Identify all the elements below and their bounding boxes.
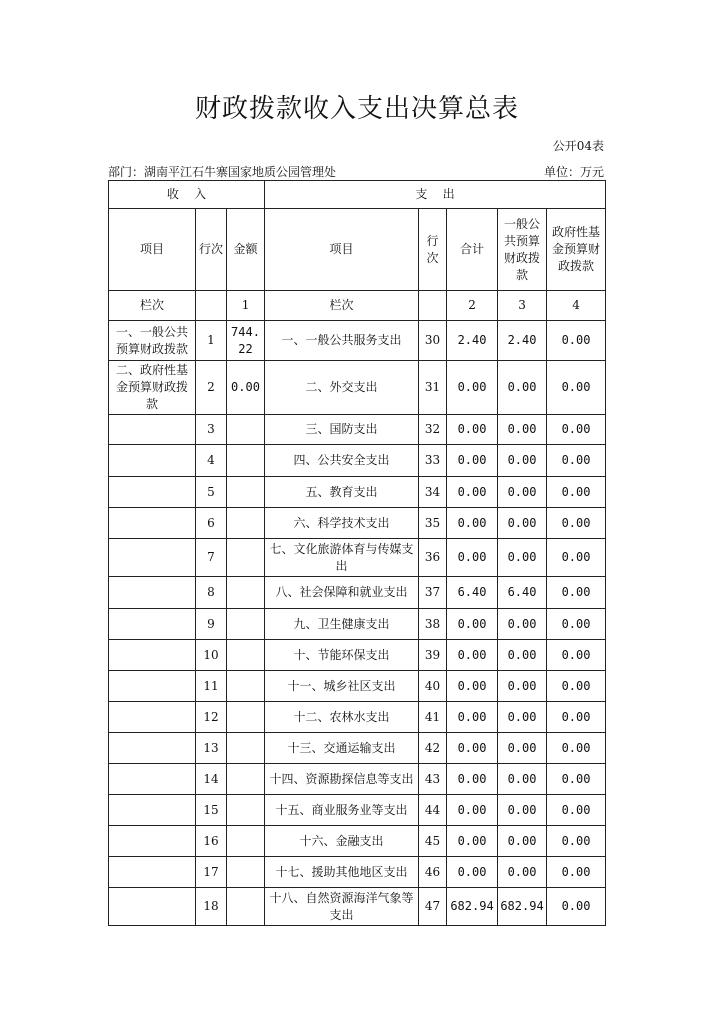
table-row	[109, 795, 606, 826]
general-budget-cell: 0.00	[498, 702, 547, 733]
general-budget-cell: 0.00	[498, 795, 547, 826]
income-line-cell: 1	[196, 321, 227, 361]
gov-fund-cell: 0.00	[547, 857, 606, 888]
income-line-cell: 11	[196, 671, 227, 702]
expense-item-cell: 九、卫生健康支出	[265, 609, 419, 640]
income-line-cell: 6	[196, 508, 227, 539]
total-cell: 0.00	[447, 671, 498, 702]
income-amount-cell	[227, 888, 265, 926]
income-item-cell	[109, 764, 196, 795]
expense-line-cell: 47	[419, 888, 447, 926]
general-budget-cell: 0.00	[498, 415, 547, 445]
general-budget-cell: 0.00	[498, 826, 547, 857]
income-line-cell: 5	[196, 477, 227, 508]
budget-table	[108, 180, 606, 926]
general-budget-cell: 0.00	[498, 640, 547, 671]
income-line-cell: 12	[196, 702, 227, 733]
expense-item-cell: 八、社会保障和就业支出	[265, 577, 419, 609]
income-line-cell: 18	[196, 888, 227, 926]
expense-line-cell: 30	[419, 321, 447, 361]
total-cell: 0.00	[447, 826, 498, 857]
income-item-cell	[109, 539, 196, 577]
income-amount-cell: 744.22	[227, 321, 265, 361]
income-item-cell	[109, 477, 196, 508]
income-amount-cell	[227, 477, 265, 508]
expense-line-cell: 42	[419, 733, 447, 764]
income-line-cell: 16	[196, 826, 227, 857]
income-item-cell	[109, 445, 196, 477]
income-item-cell	[109, 415, 196, 445]
expense-item-cell: 二、外交支出	[265, 361, 419, 415]
income-item-cell	[109, 640, 196, 671]
table-row	[109, 539, 606, 577]
income-amount-header: 金额	[227, 209, 265, 291]
gov-fund-cell: 0.00	[547, 671, 606, 702]
expense-line-cell: 38	[419, 609, 447, 640]
expense-item-cell: 三、国防支出	[265, 415, 419, 445]
total-cell: 6.40	[447, 577, 498, 609]
total-cell: 0.00	[447, 764, 498, 795]
income-item-cell	[109, 609, 196, 640]
general-budget-cell: 0.00	[498, 361, 547, 415]
header-row-group	[109, 181, 606, 209]
table-row	[109, 888, 606, 926]
total-cell: 0.00	[447, 640, 498, 671]
gov-fund-cell: 0.00	[547, 577, 606, 609]
income-amount-cell	[227, 640, 265, 671]
expense-line-cell: 44	[419, 795, 447, 826]
total-cell: 0.00	[447, 508, 498, 539]
total-cell: 0.00	[447, 609, 498, 640]
department-label: 部门：湖南平江石牛寨国家地质公园管理处	[108, 165, 337, 179]
expense-line-cell: 31	[419, 361, 447, 415]
income-line-cell: 13	[196, 733, 227, 764]
expense-line-cell: 34	[419, 477, 447, 508]
income-item-cell: 二、政府性基金预算财政拨款	[109, 361, 196, 415]
expense-line-cell: 36	[419, 539, 447, 577]
income-amount-cell	[227, 671, 265, 702]
expense-line-cell: 43	[419, 764, 447, 795]
unit-label: 单位：万元	[543, 165, 604, 179]
general-budget-cell: 0.00	[498, 508, 547, 539]
expense-item-cell: 六、科学技术支出	[265, 508, 419, 539]
income-item-cell: 一、一般公共预算财政拨款	[109, 321, 196, 361]
income-line-cell: 7	[196, 539, 227, 577]
income-amount-cell	[227, 539, 265, 577]
total-cell: 0.00	[447, 477, 498, 508]
expense-line-cell: 41	[419, 702, 447, 733]
table-row	[109, 826, 606, 857]
table-row	[109, 609, 606, 640]
general-budget-header: 一般公共预算财政拨款	[498, 209, 547, 291]
table-row	[109, 733, 606, 764]
general-budget-cell: 0.00	[498, 477, 547, 508]
gov-fund-cell: 0.00	[547, 826, 606, 857]
general-budget-cell: 682.94	[498, 888, 547, 926]
expense-line-cell: 33	[419, 445, 447, 477]
income-amount-cell	[227, 702, 265, 733]
general-budget-cell: 0.00	[498, 671, 547, 702]
gov-fund-cell: 0.00	[547, 702, 606, 733]
expense-item-cell: 十八、自然资源海洋气象等支出	[265, 888, 419, 926]
general-budget-cell: 0.00	[498, 609, 547, 640]
expense-line-cell: 45	[419, 826, 447, 857]
expense-item-cell: 七、文化旅游体育与传媒支出	[265, 539, 419, 577]
expense-line-cell: 32	[419, 415, 447, 445]
general-budget-cell: 0.00	[498, 733, 547, 764]
table-row	[109, 321, 606, 361]
table-row	[109, 477, 606, 508]
expense-item-cell: 一、一般公共服务支出	[265, 321, 419, 361]
gov-fund-cell: 0.00	[547, 415, 606, 445]
expense-header: 支 出	[265, 181, 606, 209]
expense-line-cell: 35	[419, 508, 447, 539]
expense-item-cell: 十五、商业服务业等支出	[265, 795, 419, 826]
total-cell: 0.00	[447, 733, 498, 764]
general-budget-cell: 0.00	[498, 857, 547, 888]
income-item-cell	[109, 508, 196, 539]
income-amount-cell: 0.00	[227, 361, 265, 415]
income-item-cell	[109, 795, 196, 826]
general-budget-cell: 0.00	[498, 764, 547, 795]
table-row	[109, 445, 606, 477]
income-amount-cell	[227, 857, 265, 888]
gov-fund-cell: 0.00	[547, 477, 606, 508]
income-item-cell	[109, 577, 196, 609]
gov-fund-cell: 0.00	[547, 733, 606, 764]
table-row	[109, 671, 606, 702]
expense-item-cell: 十二、农林水支出	[265, 702, 419, 733]
col-1: 1	[227, 291, 265, 321]
general-budget-cell: 6.40	[498, 577, 547, 609]
gov-fund-cell: 0.00	[547, 321, 606, 361]
income-amount-cell	[227, 415, 265, 445]
expense-item-cell: 十、节能环保支出	[265, 640, 419, 671]
total-cell: 682.94	[447, 888, 498, 926]
col-exp-line-empty	[419, 291, 447, 321]
table-row	[109, 577, 606, 609]
expense-line-cell: 37	[419, 577, 447, 609]
income-amount-cell	[227, 795, 265, 826]
income-line-cell: 17	[196, 857, 227, 888]
header-row-columns	[109, 209, 606, 291]
income-amount-cell	[227, 826, 265, 857]
table-row	[109, 702, 606, 733]
col-3: 3	[498, 291, 547, 321]
form-number: 公开04表	[552, 139, 604, 153]
income-line-cell: 15	[196, 795, 227, 826]
gov-fund-cell: 0.00	[547, 508, 606, 539]
table-row	[109, 640, 606, 671]
total-cell: 2.40	[447, 321, 498, 361]
income-amount-cell	[227, 733, 265, 764]
total-cell: 0.00	[447, 795, 498, 826]
col-label: 栏次	[109, 291, 196, 321]
income-amount-cell	[227, 764, 265, 795]
total-cell: 0.00	[447, 539, 498, 577]
total-cell: 0.00	[447, 702, 498, 733]
expense-line-header: 行次	[419, 209, 447, 291]
income-header: 收 入	[109, 181, 265, 209]
general-budget-cell: 2.40	[498, 321, 547, 361]
col-exp-label: 栏次	[265, 291, 419, 321]
income-line-cell: 14	[196, 764, 227, 795]
table-row	[109, 415, 606, 445]
total-cell: 0.00	[447, 445, 498, 477]
expense-line-cell: 40	[419, 671, 447, 702]
gov-fund-cell: 0.00	[547, 795, 606, 826]
income-line-cell: 3	[196, 415, 227, 445]
expense-item-header: 项目	[265, 209, 419, 291]
income-line-header: 行次	[196, 209, 227, 291]
income-item-cell	[109, 702, 196, 733]
income-amount-cell	[227, 445, 265, 477]
expense-item-cell: 十四、资源勘探信息等支出	[265, 764, 419, 795]
income-amount-cell	[227, 609, 265, 640]
table-row	[109, 764, 606, 795]
expense-item-cell: 五、教育支出	[265, 477, 419, 508]
gov-fund-cell: 0.00	[547, 640, 606, 671]
income-line-cell: 2	[196, 361, 227, 415]
total-cell: 0.00	[447, 415, 498, 445]
income-item-cell	[109, 826, 196, 857]
income-item-cell	[109, 733, 196, 764]
income-item-cell	[109, 857, 196, 888]
column-number-row	[109, 291, 606, 321]
gov-fund-header: 政府性基金预算财政拨款	[547, 209, 606, 291]
general-budget-cell: 0.00	[498, 539, 547, 577]
expense-line-cell: 46	[419, 857, 447, 888]
table-row	[109, 857, 606, 888]
gov-fund-cell: 0.00	[547, 888, 606, 926]
gov-fund-cell: 0.00	[547, 445, 606, 477]
col-4: 4	[547, 291, 606, 321]
income-item-cell	[109, 888, 196, 926]
expense-item-cell: 四、公共安全支出	[265, 445, 419, 477]
income-line-cell: 10	[196, 640, 227, 671]
gov-fund-cell: 0.00	[547, 539, 606, 577]
income-line-cell: 9	[196, 609, 227, 640]
income-line-cell: 8	[196, 577, 227, 609]
gov-fund-cell: 0.00	[547, 361, 606, 415]
expense-item-cell: 十七、援助其他地区支出	[265, 857, 419, 888]
income-amount-cell	[227, 577, 265, 609]
income-item-header: 项目	[109, 209, 196, 291]
gov-fund-cell: 0.00	[547, 609, 606, 640]
expense-item-cell: 十六、金融支出	[265, 826, 419, 857]
table-row	[109, 361, 606, 415]
total-header: 合计	[447, 209, 498, 291]
income-amount-cell	[227, 508, 265, 539]
table-row	[109, 508, 606, 539]
col-line-empty	[196, 291, 227, 321]
income-line-cell: 4	[196, 445, 227, 477]
total-cell: 0.00	[447, 857, 498, 888]
page-title: 财政拨款收入支出决算总表	[194, 94, 519, 124]
col-2: 2	[447, 291, 498, 321]
expense-item-cell: 十三、交通运输支出	[265, 733, 419, 764]
general-budget-cell: 0.00	[498, 445, 547, 477]
income-item-cell	[109, 671, 196, 702]
expense-item-cell: 十一、城乡社区支出	[265, 671, 419, 702]
gov-fund-cell: 0.00	[547, 764, 606, 795]
total-cell: 0.00	[447, 361, 498, 415]
expense-line-cell: 39	[419, 640, 447, 671]
